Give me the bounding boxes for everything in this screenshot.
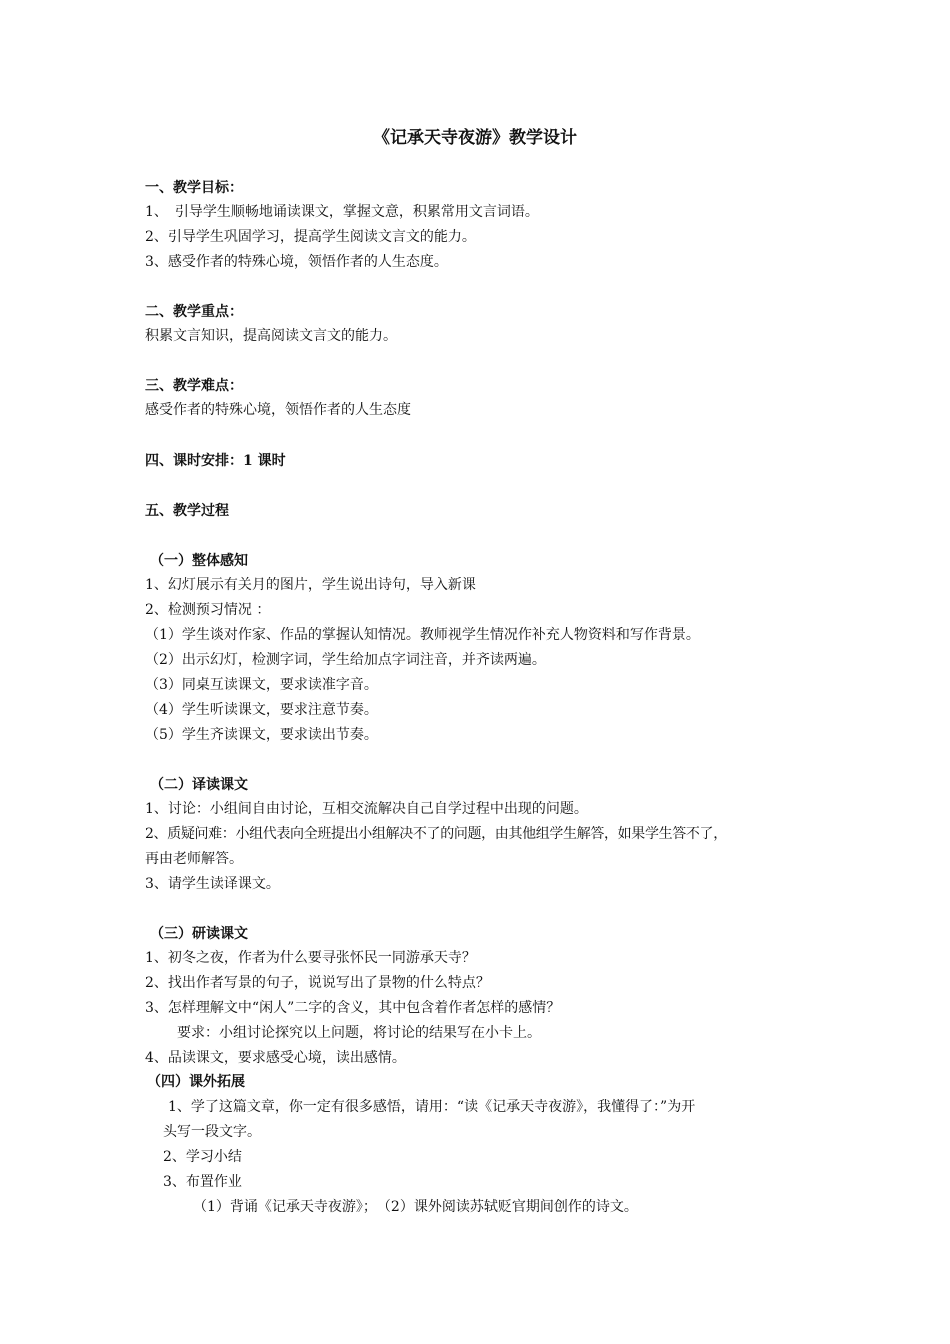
- schedule-heading: 四、课时安排：1 课时: [145, 453, 286, 469]
- list-item: 头写一段文字。: [163, 1124, 261, 1140]
- difficulties-text: 感受作者的特殊心境，领悟作者的人生态度: [145, 402, 411, 418]
- process-heading: 五、教学过程: [145, 503, 229, 519]
- list-item: 再由老师解答。: [145, 851, 243, 867]
- list-item: （2）出示幻灯，检测字词，学生给加点字词注音，并齐读两遍。: [145, 652, 546, 668]
- list-item: 3、怎样理解文中“闲人”二字的含义，其中包含着作者怎样的感情？: [145, 1000, 561, 1016]
- list-item: 3、布置作业: [163, 1174, 242, 1190]
- list-item: 2、质疑问难：小组代表向全班提出小组解决不了的问题，由其他组学生解答，如果学生答不了，: [145, 826, 727, 842]
- section-heading: （四）课外拓展: [147, 1074, 245, 1090]
- list-item: （3）同桌互读课文，要求读准字音。: [145, 677, 378, 693]
- list-item: 4、品读课文，要求感受心境，读出感情。: [145, 1050, 406, 1066]
- goal-item: 1、 引导学生顺畅地诵读课文，掌握文意，积累常用文言词语。: [145, 204, 539, 220]
- requirement-note: 要求：小组讨论探究以上问题，将讨论的结果写在小卡上。: [177, 1025, 541, 1041]
- section-heading: （一）整体感知: [150, 553, 248, 569]
- list-item: （5）学生齐读课文，要求读出节奏。: [145, 727, 378, 743]
- goal-item: 3、感受作者的特殊心境，领悟作者的人生态度。: [145, 254, 448, 270]
- goal-item: 2、引导学生巩固学习，提高学生阅读文言文的能力。: [145, 229, 476, 245]
- list-item: 2、学习小结: [163, 1149, 242, 1165]
- section-heading: （二）译读课文: [150, 777, 248, 793]
- list-item: （4）学生听读课文，要求注意节奏。: [145, 702, 378, 718]
- list-item: 1、学了这篇文章，你一定有很多感悟，请用：“读《记承天寺夜游》，我懂得了：”为开: [168, 1099, 696, 1115]
- key-points-heading: 二、教学重点：: [145, 304, 243, 320]
- document-title: 《记承天寺夜游》教学设计: [373, 128, 577, 148]
- section-heading: （三）研读课文: [150, 926, 248, 942]
- list-item: 1、幻灯展示有关月的图片，学生说出诗句，导入新课: [145, 577, 476, 593]
- list-item: 2、找出作者写景的句子，说说写出了景物的什么特点？: [145, 975, 490, 991]
- list-item: 2、检测预习情况 ：: [145, 602, 271, 618]
- list-item: 1、初冬之夜，作者为什么要寻张怀民一同游承天寺？: [145, 950, 476, 966]
- goals-heading: 一、教学目标：: [145, 180, 243, 196]
- difficulties-heading: 三、教学难点：: [145, 378, 243, 394]
- list-item: 3、请学生读译课文。: [145, 876, 280, 892]
- homework-item: （1）背诵《记承天寺夜游》； （2）课外阅读苏轼贬官期间创作的诗文。: [193, 1199, 638, 1215]
- list-item: 1、讨论：小组间自由讨论，互相交流解决自己自学过程中出现的问题。: [145, 801, 588, 817]
- list-item: （1）学生谈对作家、作品的掌握认知情况。教师视学生情况作补充人物资料和写作背景。: [145, 627, 700, 643]
- key-points-text: 积累文言知识，提高阅读文言文的能力。: [145, 328, 397, 344]
